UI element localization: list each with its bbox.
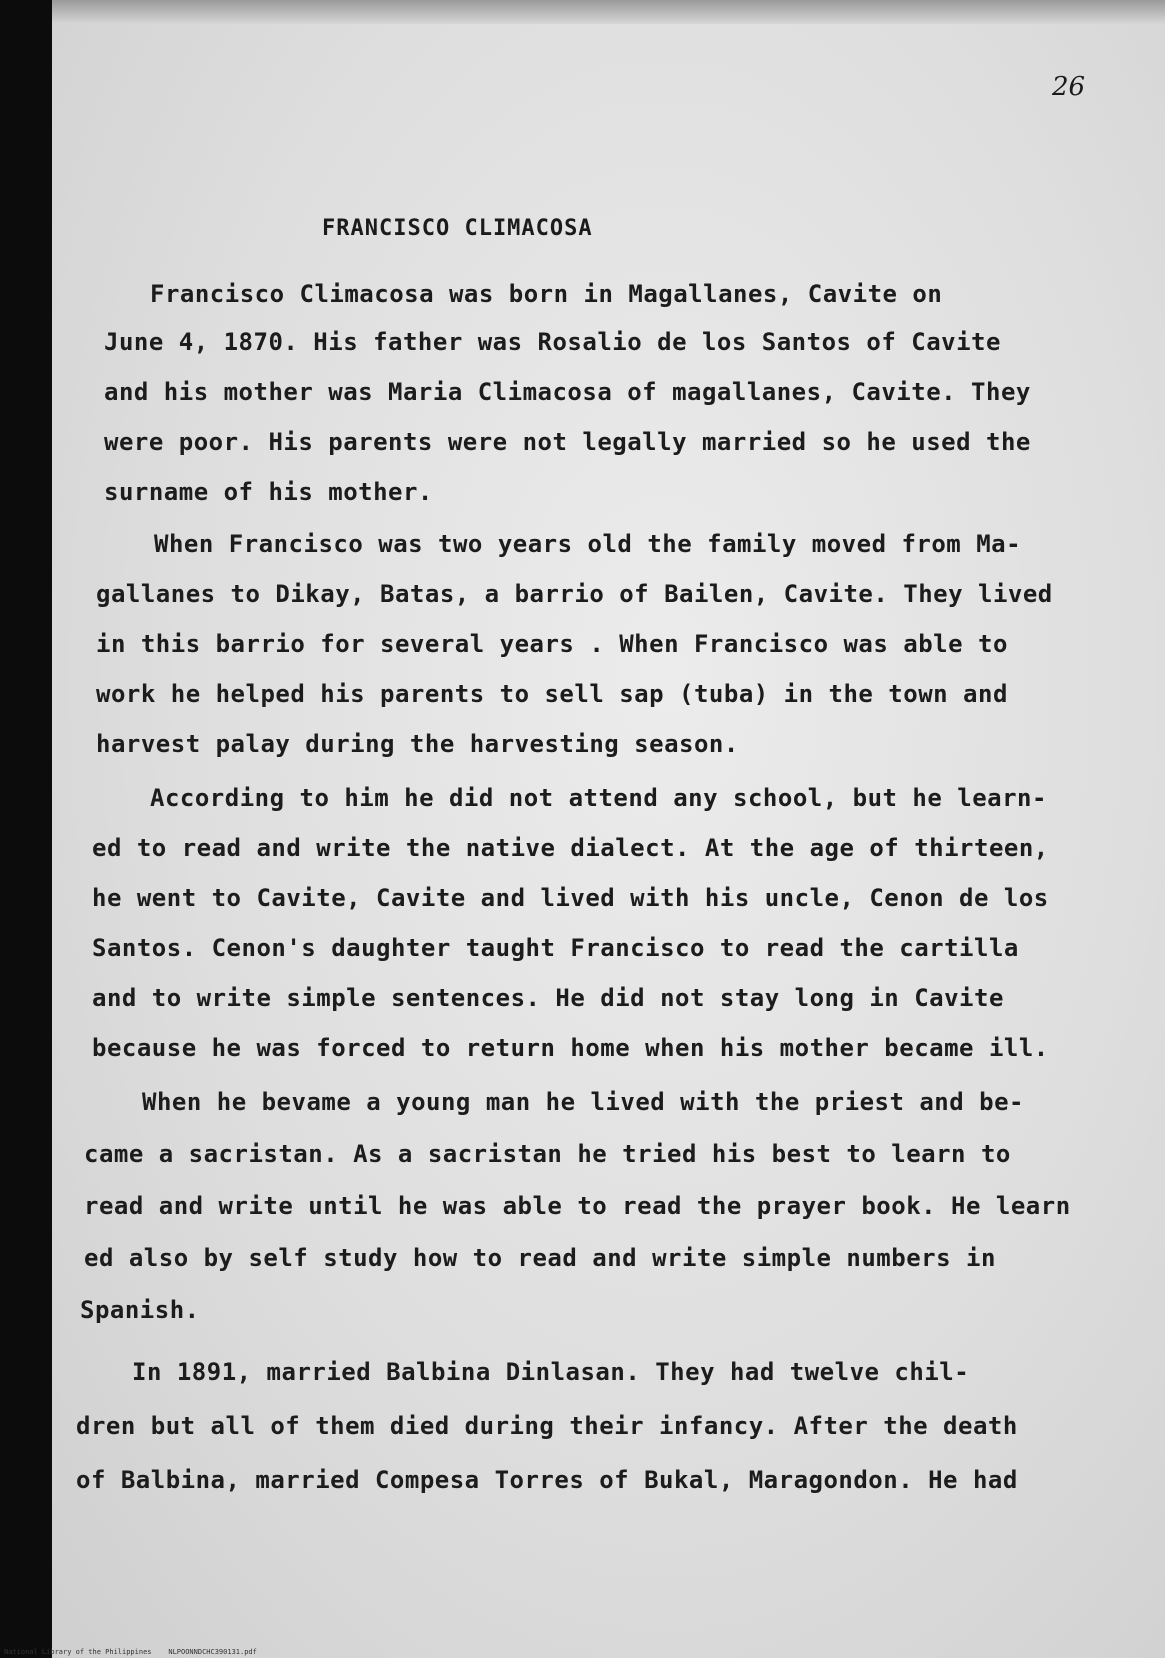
text-line: and to write simple sentences. He did not stay long in Cavite xyxy=(92,984,1004,1012)
text-line: According to him he did not attend any school, but he learn- xyxy=(150,784,1047,812)
text-line: harvest palay during the harvesting season. xyxy=(96,730,739,758)
text-line: read and write until he was able to read the prayer book. He learn xyxy=(84,1192,1071,1220)
text-line: came a sacristan. As a sacristan he tried his best to learn to xyxy=(84,1140,1011,1168)
text-line: because he was forced to return home when his mother became ill. xyxy=(92,1034,1049,1062)
text-line: Spanish. xyxy=(80,1296,200,1324)
text-line: June 4, 1870. His father was Rosalio de los Santos of Cavite xyxy=(104,328,1001,356)
document-title: FRANCISCO CLIMACOSA xyxy=(322,216,593,241)
text-line: Francisco Climacosa was born in Magallanes, Cavite on xyxy=(150,280,943,308)
text-line: of Balbina, married Compesa Torres of Bukal, Maragondon. He had xyxy=(76,1466,1018,1494)
text-line: When he bevame a young man he lived with the priest and be- xyxy=(142,1088,1025,1116)
text-line: surname of his mother. xyxy=(104,478,433,506)
page-number: 26 xyxy=(1052,72,1086,102)
text-line: were poor. His parents were not legally married so he used the xyxy=(104,428,1031,456)
text-line: ed also by self study how to read and write simple numbers in xyxy=(84,1244,996,1272)
text-line: gallanes to Dikay, Batas, a barrio of Bailen, Cavite. They lived xyxy=(96,580,1053,608)
text-line: work he helped his parents to sell sap (tuba) in the town and xyxy=(96,680,1008,708)
footer-caption: National Library of the Philippines NLPOONNDCHC390131.pdf xyxy=(4,1648,257,1656)
text-line: in this barrio for several years . When Francisco was able to xyxy=(96,630,1008,658)
page-edge-shadow xyxy=(0,0,52,1658)
text-line: Santos. Cenon's daughter taught Francisco to read the cartilla xyxy=(92,934,1019,962)
page-top-shadow xyxy=(52,0,1165,24)
text-line: In 1891, married Balbina Dinlasan. They had twelve chil- xyxy=(132,1358,970,1386)
text-line: and his mother was Maria Climacosa of magallanes, Cavite. They xyxy=(104,378,1031,406)
text-line: ed to read and write the native dialect. At the age of thirteen, xyxy=(92,834,1049,862)
text-line: When Francisco was two years old the family moved from Ma- xyxy=(154,530,1022,558)
text-line: he went to Cavite, Cavite and lived with his uncle, Cenon de los xyxy=(92,884,1049,912)
text-line: dren but all of them died during their infancy. After the death xyxy=(76,1412,1018,1440)
